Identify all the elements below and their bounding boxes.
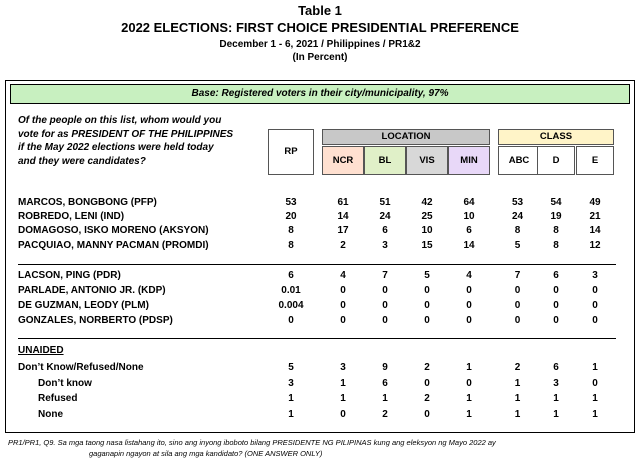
table-cell: 0 bbox=[592, 285, 598, 296]
group-divider bbox=[18, 338, 616, 339]
table-cell: 0 bbox=[553, 300, 559, 311]
table-cell: 10 bbox=[463, 211, 475, 222]
table-cell: 53 bbox=[285, 197, 297, 208]
column-group-class: CLASS bbox=[498, 129, 614, 145]
table-cell: 2 bbox=[424, 393, 430, 404]
table-cell: 0 bbox=[514, 285, 521, 296]
table-cell: 1 bbox=[514, 393, 521, 404]
row-label: DE GUZMAN, LEODY (PLM) bbox=[18, 300, 149, 311]
table-cell: 20 bbox=[285, 211, 297, 222]
question-line: if the May 2022 elections were held today bbox=[18, 142, 214, 153]
table-cell: 0 bbox=[382, 315, 388, 326]
table-cell: 15 bbox=[421, 240, 433, 251]
table-cell: 14 bbox=[589, 225, 601, 236]
table-cell: 0 bbox=[340, 409, 346, 420]
row-label: MARCOS, BONGBONG (PFP) bbox=[18, 197, 157, 208]
table-cell: 6 bbox=[382, 378, 388, 389]
table-cell: 3 bbox=[382, 240, 388, 251]
unit-note: (In Percent) bbox=[292, 52, 348, 63]
table-cell: 8 bbox=[553, 225, 559, 236]
table-cell: 1 bbox=[592, 393, 598, 404]
table-cell: 0 bbox=[340, 285, 346, 296]
survey-question bbox=[18, 114, 268, 168]
table-cell: 3 bbox=[288, 378, 294, 389]
table-cell: 54 bbox=[550, 197, 562, 208]
table-cell: 1 bbox=[466, 409, 472, 420]
table-cell: 25 bbox=[421, 211, 433, 222]
table-cell: 0 bbox=[466, 378, 472, 389]
table-row bbox=[0, 315, 640, 329]
table-cell: 0 bbox=[340, 315, 346, 326]
question-line: Of the people on this list, whom would you bbox=[18, 115, 222, 126]
row-label: UNAIDED bbox=[18, 345, 64, 356]
table-row bbox=[0, 285, 640, 299]
table-cell: 0 bbox=[466, 315, 472, 326]
table-cell: 17 bbox=[337, 225, 349, 236]
table-cell: 0 bbox=[382, 300, 388, 311]
table-row bbox=[0, 225, 640, 239]
base-note: Base: Registered voters in their city/municipality, 97% bbox=[10, 84, 630, 104]
table-row bbox=[0, 393, 640, 407]
table-cell: 14 bbox=[463, 240, 475, 251]
table-cell: 0 bbox=[592, 300, 598, 311]
column-header-vis: VIS bbox=[406, 146, 448, 175]
table-cell: 1 bbox=[514, 409, 521, 420]
table-cell: 3 bbox=[340, 362, 346, 373]
table-cell: 6 bbox=[288, 270, 294, 281]
table-row bbox=[0, 300, 640, 314]
table-row bbox=[0, 211, 640, 225]
table-cell: 0 bbox=[553, 285, 559, 296]
table-cell: 1 bbox=[592, 409, 598, 420]
table-cell: 4 bbox=[466, 270, 472, 281]
table-cell: 24 bbox=[511, 211, 524, 222]
column-header-rp: RP bbox=[268, 129, 314, 175]
column-header-ncr: NCR bbox=[322, 146, 364, 175]
table-cell: 0.004 bbox=[278, 300, 304, 311]
table-cell: 53 bbox=[511, 197, 524, 208]
table-cell: 6 bbox=[382, 225, 388, 236]
table-cell: 6 bbox=[553, 270, 559, 281]
row-label: DOMAGOSO, ISKO MORENO (AKSYON) bbox=[18, 225, 209, 236]
table-cell: 7 bbox=[514, 270, 521, 281]
table-cell: 49 bbox=[589, 197, 601, 208]
table-cell: 0 bbox=[514, 300, 521, 311]
table-cell: 24 bbox=[379, 211, 391, 222]
table-cell: 2 bbox=[514, 362, 521, 373]
table-cell: 1 bbox=[340, 378, 346, 389]
row-label: PARLADE, ANTONIO JR. (KDP) bbox=[18, 285, 166, 296]
table-cell: 0 bbox=[424, 315, 430, 326]
table-cell: 2 bbox=[424, 362, 430, 373]
table-cell: 1 bbox=[553, 409, 559, 420]
row-label: Refused bbox=[38, 393, 78, 404]
table-cell: 10 bbox=[421, 225, 433, 236]
table-cell: 9 bbox=[382, 362, 388, 373]
table-cell: 0 bbox=[466, 300, 472, 311]
table-title: 2022 ELECTIONS: FIRST CHOICE PRESIDENTIAL PREFERENCE bbox=[121, 20, 519, 35]
column-header-bl: BL bbox=[364, 146, 406, 175]
group-divider bbox=[18, 264, 616, 265]
question-line: vote for as PRESIDENT OF THE PHILIPPINES bbox=[18, 128, 234, 140]
table-row bbox=[0, 378, 640, 392]
table-cell: 8 bbox=[553, 240, 559, 251]
footnote bbox=[8, 437, 496, 459]
table-row bbox=[0, 197, 640, 211]
table-cell: 42 bbox=[421, 197, 433, 208]
column-header-d: D bbox=[537, 146, 575, 175]
table-cell: 1 bbox=[382, 393, 388, 404]
table-cell: 1 bbox=[340, 393, 346, 404]
table-cell: 2 bbox=[382, 409, 388, 420]
table-cell: 64 bbox=[463, 197, 475, 208]
table-cell: 0.01 bbox=[281, 285, 301, 296]
row-label: None bbox=[38, 409, 63, 420]
table-cell: 2 bbox=[340, 240, 346, 251]
table-cell: 4 bbox=[340, 270, 346, 281]
question-line: and they were candidates? bbox=[18, 155, 146, 167]
table-cell: 7 bbox=[382, 270, 388, 281]
table-cell: 1 bbox=[466, 393, 472, 404]
row-label: PACQUIAO, MANNY PACMAN (PROMDI) bbox=[18, 240, 209, 251]
table-cell: 5 bbox=[288, 362, 294, 373]
table-row bbox=[0, 270, 640, 284]
table-cell: 61 bbox=[337, 197, 349, 208]
table-cell: 0 bbox=[424, 300, 430, 311]
table-cell: 1 bbox=[288, 393, 294, 404]
table-cell: 14 bbox=[337, 211, 349, 222]
table-cell: 3 bbox=[592, 270, 598, 281]
table-cell: 0 bbox=[592, 378, 598, 389]
row-label: GONZALES, NORBERTO (PDSP) bbox=[18, 315, 173, 326]
table-cell: 8 bbox=[514, 225, 521, 236]
table-cell: 6 bbox=[466, 225, 472, 236]
table-cell: 3 bbox=[553, 378, 559, 389]
column-header-min: MIN bbox=[448, 146, 490, 175]
column-header-abc: ABC bbox=[498, 146, 540, 175]
table-row bbox=[0, 240, 640, 254]
table-cell: 0 bbox=[424, 285, 430, 296]
row-label: LACSON, PING (PDR) bbox=[18, 270, 121, 281]
footnote-line: gaganapin ngayon at sila ang mga kandidato? (ONE ANSWER ONLY) bbox=[89, 449, 323, 458]
table-cell: 51 bbox=[379, 197, 391, 208]
table-row bbox=[0, 345, 640, 359]
table-cell: 0 bbox=[466, 285, 472, 296]
column-group-location: LOCATION bbox=[322, 129, 490, 145]
table-cell: 0 bbox=[340, 300, 346, 311]
table-cell: 19 bbox=[550, 211, 562, 222]
column-header-e: E bbox=[576, 146, 614, 175]
row-label: Don’t Know/Refused/None bbox=[18, 362, 144, 373]
table-cell: 1 bbox=[592, 362, 598, 373]
table-subtitle: December 1 - 6, 2021 / Philippines / PR1&2 bbox=[219, 39, 421, 50]
table-cell: 5 bbox=[424, 270, 430, 281]
table-cell: 6 bbox=[553, 362, 559, 373]
footnote-line: PR1/PR1, Q9. Sa mga taong nasa listahang ito, sino ang inyong iboboto bilang PRESIDENTE NG PILIPINAS kung ang eleksyon ng Mayo 2022 ay bbox=[8, 438, 496, 447]
table-cell: 0 bbox=[514, 315, 521, 326]
table-cell: 1 bbox=[514, 378, 521, 389]
table-cell: 0 bbox=[592, 315, 598, 326]
table-cell: 8 bbox=[288, 240, 294, 251]
table-cell: 0 bbox=[288, 315, 294, 326]
table-cell: 5 bbox=[514, 240, 521, 251]
table-row bbox=[0, 409, 640, 423]
table-cell: 21 bbox=[589, 211, 601, 222]
table-cell: 0 bbox=[424, 409, 430, 420]
row-label: Don’t know bbox=[38, 378, 92, 389]
table-cell: 1 bbox=[288, 409, 294, 420]
row-label: ROBREDO, LENI (IND) bbox=[18, 211, 125, 222]
table-cell: 1 bbox=[553, 393, 559, 404]
table-label: Table 1 bbox=[298, 3, 342, 18]
table-cell: 8 bbox=[288, 225, 294, 236]
table-cell: 12 bbox=[589, 240, 601, 251]
table-cell: 1 bbox=[466, 362, 472, 373]
table-cell: 0 bbox=[424, 378, 430, 389]
table-cell: 0 bbox=[382, 285, 388, 296]
table-row bbox=[0, 362, 640, 376]
table-cell: 0 bbox=[553, 315, 559, 326]
